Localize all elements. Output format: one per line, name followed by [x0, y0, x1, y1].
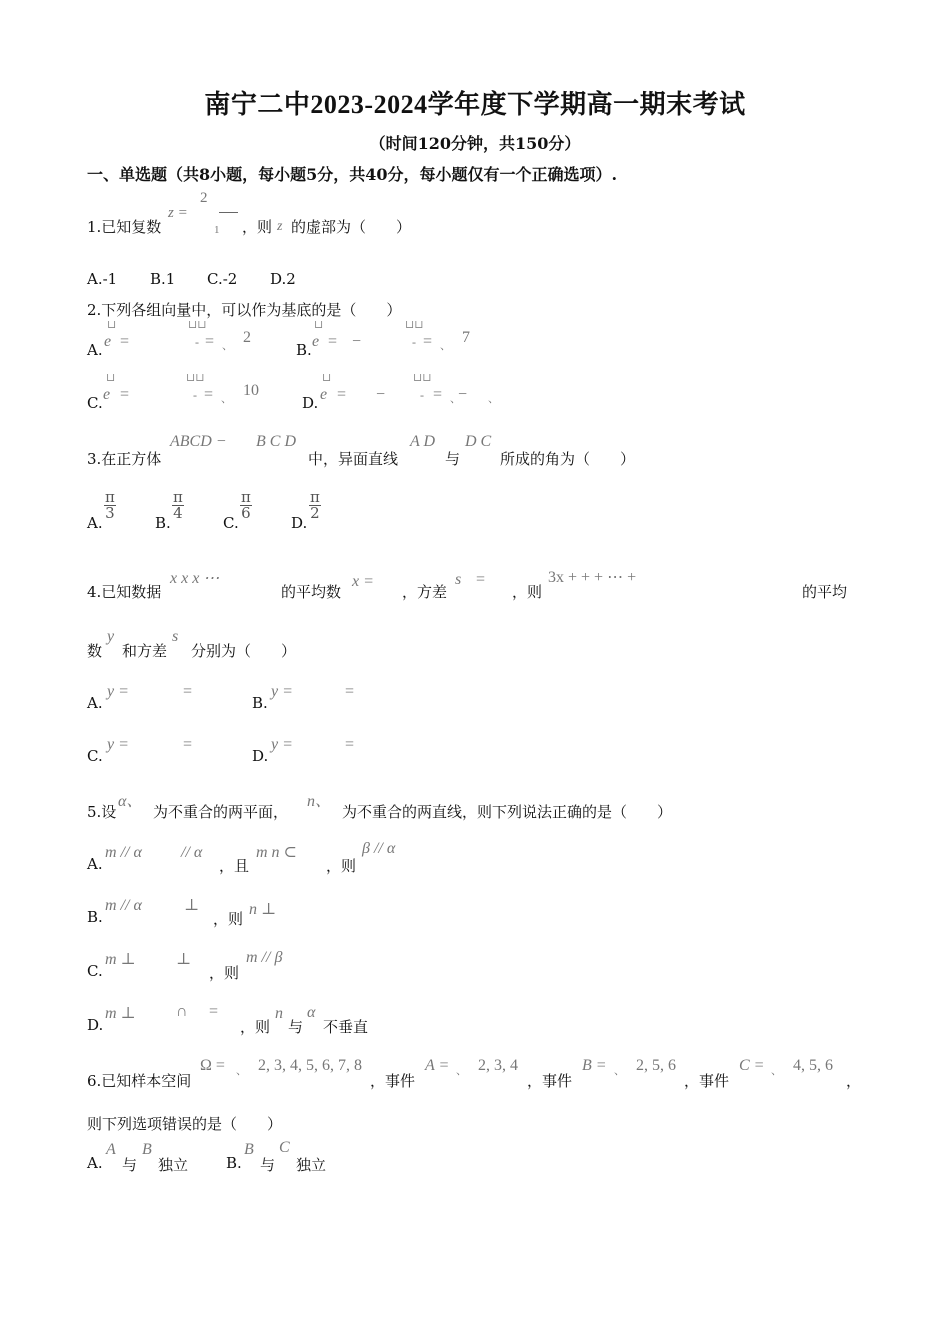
- q4-xbar: x =: [352, 573, 374, 590]
- q5-option-a: A.: [87, 855, 103, 873]
- q2c-sub: -: [193, 388, 197, 402]
- q6-b3: 、: [614, 1065, 625, 1077]
- q2c-eq: =: [120, 386, 130, 403]
- q6-b1: 、: [236, 1065, 247, 1077]
- q2c-eq2: =: [204, 386, 214, 403]
- q2c-sep: 、: [221, 393, 232, 405]
- section-heading: 一、单选题（共8小题，每小题5分，共40分，每小题仅有一个正确选项）.: [87, 165, 618, 184]
- q6-aeq: A =: [425, 1057, 450, 1074]
- q3-option-a: A.: [87, 514, 103, 532]
- q6-ceq: C =: [739, 1057, 765, 1074]
- exam-title: 南宁二中2023-2024学年度下学期高一期末考试: [204, 90, 746, 119]
- q6-e1: ，事件: [370, 1072, 416, 1090]
- q6a-s: 独立: [158, 1156, 189, 1174]
- pi: π: [105, 488, 115, 506]
- q6-option-b: B.: [226, 1154, 242, 1172]
- q1-frac-den: 1: [214, 224, 220, 236]
- q2d-eq: =: [337, 386, 347, 403]
- q2d-e: e: [320, 386, 328, 403]
- q5d-r: ，则: [240, 1018, 271, 1036]
- q4b-eq: =: [345, 683, 355, 700]
- q4d-eq: =: [345, 736, 355, 753]
- q3b-frac: [172, 490, 184, 521]
- q5d-m: 与: [288, 1018, 304, 1036]
- vec-arrow-icon: ⊔⊔: [413, 371, 432, 384]
- q4-y: y: [107, 628, 115, 645]
- vec-arrow-icon: ⊔⊔: [405, 318, 424, 331]
- exam-subtitle: （时间120分钟，共150分）: [369, 134, 581, 153]
- q5a-mn: m n ⊂: [256, 844, 297, 861]
- q5a-bpa: β // α: [362, 840, 396, 857]
- q4d-y: y =: [271, 736, 293, 753]
- q5d-s: 不垂直: [323, 1018, 369, 1036]
- q6-option-a: A.: [87, 1154, 103, 1172]
- q2-option-a: A.: [87, 341, 103, 359]
- q5-mid2: 为不重合的两直线，则下列说法正确的是（ ）: [342, 803, 673, 821]
- q4-mid3: ，则: [512, 583, 543, 601]
- q1-mid: ，则: [242, 218, 273, 236]
- q2b-seven: 7: [462, 329, 470, 346]
- q5a-mpa: m // α: [105, 844, 142, 861]
- q4-option-a: A.: [87, 694, 103, 712]
- q5a-r: ，则: [326, 857, 357, 875]
- q4-s: s: [455, 571, 462, 588]
- q6-e2: ，事件: [527, 1072, 573, 1090]
- q5c-perp: ⊥: [176, 951, 192, 968]
- q2a-e: e: [104, 333, 112, 350]
- vec-arrow-icon: ⊔: [107, 318, 117, 331]
- q6-line2: 则下列选项错误的是（ ）: [87, 1115, 283, 1133]
- q2d-end: 、: [488, 393, 499, 405]
- vec-arrow-icon: ⊔: [322, 371, 332, 384]
- q6-e3: ，事件: [684, 1072, 730, 1090]
- q4-expr: 3x + + + ⋯ +: [548, 569, 637, 586]
- q3-option-c: C.: [223, 514, 239, 532]
- q5c-mpb: m // β: [246, 949, 283, 966]
- q5b-nperp: n ⊥: [249, 901, 277, 918]
- q6-set1: 2, 3, 4, 5, 6, 7, 8: [258, 1057, 362, 1074]
- q1-frac-bar: [219, 212, 238, 213]
- q4-s2: s: [172, 628, 179, 645]
- q3c-frac: [240, 490, 252, 521]
- q2b-sub: -: [412, 335, 416, 349]
- q6-prefix: 6.已知样本空间: [87, 1072, 192, 1090]
- q4-option-d: D.: [252, 747, 269, 765]
- q2-stem: 2.下列各组向量中，可以作为基底的是（ ）: [87, 301, 402, 319]
- vec-arrow-icon: ⊔⊔: [186, 371, 205, 384]
- q6b-b: B: [244, 1141, 254, 1158]
- q1-prefix: 1.已知复数: [87, 218, 162, 236]
- q5-n: n、: [307, 793, 332, 810]
- q4a-eq: =: [183, 683, 193, 700]
- q1-option-d: D.2: [270, 270, 296, 288]
- q2b-eq: =: [328, 333, 338, 350]
- vec-arrow-icon: ⊔: [106, 371, 116, 384]
- q4-option-b: B.: [252, 694, 268, 712]
- q4-suffix: 的平均: [802, 583, 848, 601]
- q2b-sep: 、: [440, 340, 451, 352]
- q2d-sub: -: [420, 388, 424, 402]
- q5-option-b: B.: [87, 908, 103, 926]
- q1-option-b: B.1: [150, 270, 176, 288]
- q6-beq: B =: [582, 1057, 607, 1074]
- q3-mid1: 中，异面直线: [308, 450, 399, 468]
- q2a-sep: 、: [222, 340, 233, 352]
- q6b-m: 与: [260, 1156, 276, 1174]
- q5d-mperp: m ⊥: [105, 1005, 136, 1022]
- q4-seq: =: [476, 571, 486, 588]
- q5c-mperp: m ⊥: [105, 951, 136, 968]
- q2c-ten: 10: [243, 382, 259, 399]
- q6-set4: 4, 5, 6: [793, 1057, 833, 1074]
- q5-alpha: α、: [118, 793, 143, 810]
- q5d-cap: ∩: [176, 1003, 188, 1020]
- q1-option-a: A.-1: [87, 270, 118, 288]
- q4-line2a: 数: [87, 642, 103, 660]
- q5-prefix: 5.设: [87, 803, 117, 821]
- q2b-e: e: [312, 333, 320, 350]
- q5-mid1: 为不重合的两平面，: [153, 803, 289, 821]
- q2d-eq2: =: [433, 386, 443, 403]
- q5c-r: ，则: [209, 964, 240, 982]
- q6-set2: 2, 3, 4: [478, 1057, 518, 1074]
- den: 3: [105, 504, 115, 522]
- pi: π: [241, 488, 251, 506]
- den: 4: [173, 504, 183, 522]
- vec-arrow-icon: ⊔: [314, 318, 324, 331]
- q6a-b: B: [142, 1141, 152, 1158]
- q3-prefix: 3.在正方体: [87, 450, 162, 468]
- q3-suffix: 所成的角为（ ）: [500, 450, 636, 468]
- q5-option-d: D.: [87, 1016, 104, 1034]
- q1-suffix: 的虚部为（ ）: [291, 218, 412, 236]
- q4c-y: y =: [107, 736, 129, 753]
- q4-line2b: 和方差: [122, 642, 168, 660]
- q6-b4: 、: [771, 1065, 782, 1077]
- q6-comma: ，: [846, 1072, 862, 1090]
- q5d-eq: =: [209, 1003, 219, 1020]
- q4-prefix: 4.已知数据: [87, 583, 162, 601]
- q4-mid1: 的平均数: [281, 583, 342, 601]
- q3d-frac: [309, 490, 321, 521]
- q2d-minus: −: [376, 386, 386, 403]
- q3-mid2: 与: [445, 450, 461, 468]
- q2a-two: 2: [243, 329, 251, 346]
- den: 6: [241, 504, 251, 522]
- den: 2: [310, 504, 320, 522]
- q2-option-c: C.: [87, 394, 103, 412]
- q2d-minus2: −: [458, 386, 468, 403]
- q3-cube: ABCD −: [170, 433, 227, 450]
- q3-option-b: B.: [155, 514, 171, 532]
- q1-z-eq: z =: [168, 205, 188, 221]
- q5a-q: ，且: [219, 857, 250, 875]
- q2a-eq: =: [120, 333, 130, 350]
- q5b-perp: ⊥: [184, 897, 200, 914]
- pi: π: [173, 488, 183, 506]
- q2a-sub: -: [195, 335, 199, 349]
- q2d-sep: 、: [450, 393, 461, 405]
- q1-frac-num: 2: [200, 190, 208, 206]
- q6b-c: C: [279, 1139, 290, 1156]
- vec-arrow-icon: ⊔⊔: [188, 318, 207, 331]
- q6-b2: 、: [456, 1065, 467, 1077]
- q3-ad: A D: [410, 433, 436, 450]
- q4-mid2: ，方差: [402, 583, 448, 601]
- q6a-a: A: [106, 1141, 116, 1158]
- q2-option-d: D.: [302, 394, 319, 412]
- q2b-minus: −: [352, 333, 362, 350]
- q5b-mpa: m // α: [105, 897, 142, 914]
- q2c-e: e: [103, 386, 111, 403]
- q6-set3: 2, 5, 6: [636, 1057, 676, 1074]
- q4b-y: y =: [271, 683, 293, 700]
- q4-option-c: C.: [87, 747, 103, 765]
- q5-option-c: C.: [87, 962, 103, 980]
- q3-cube2: B C D: [256, 433, 296, 450]
- q3-option-d: D.: [291, 514, 308, 532]
- q5b-r: ，则: [213, 910, 244, 928]
- q2b-eq2: =: [423, 333, 433, 350]
- q2-option-b: B.: [296, 341, 312, 359]
- q5d-n: n: [275, 1005, 283, 1022]
- pi: π: [310, 488, 320, 506]
- q1-option-c: C.-2: [207, 270, 238, 288]
- q3-dc: D C: [465, 433, 492, 450]
- q5d-alpha: α: [307, 1004, 316, 1021]
- q3a-frac: [104, 490, 116, 521]
- q6b-s: 独立: [296, 1156, 327, 1174]
- q4c-eq: =: [183, 736, 193, 753]
- q6-omega: Ω =: [200, 1057, 225, 1074]
- q4-xs: x x x ⋯: [170, 570, 220, 587]
- q5a-pa: // α: [181, 844, 203, 861]
- q6a-m: 与: [122, 1156, 138, 1174]
- q2a-eq2: =: [205, 333, 215, 350]
- q1-z: z: [277, 219, 283, 234]
- q4a-y: y =: [107, 683, 129, 700]
- q4-line2c: 分别为（ ）: [191, 642, 297, 660]
